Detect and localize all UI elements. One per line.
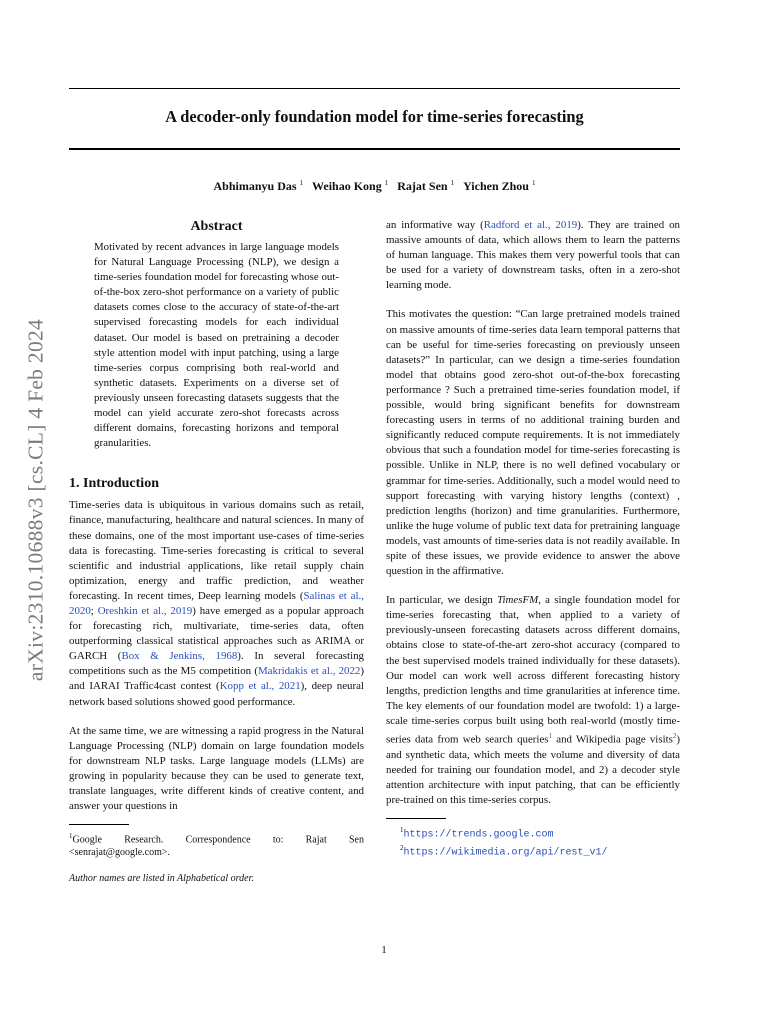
author-order-note: Author names are listed in Alphabetical order. (69, 873, 254, 885)
citation-link[interactable]: Salinas et al., 2020 (69, 589, 364, 617)
page-number: 1 (381, 944, 387, 956)
title-top-rule (69, 88, 680, 89)
paper-title: A decoder-only foundation model for time-series forecasting (165, 107, 584, 126)
footnote-url: $^2$https://wikimedia.org/api/rest_v1/ (400, 843, 608, 859)
intro-paragraph-3: an informative way (Radford et al., 2019). They are trained on massive amounts of data, which allows them to learn the patterns of human language. This makes them very powerful tools that can be used for a variety of downstream tasks, often in a zero-shot learning mode. (386, 219, 680, 292)
title-bottom-rule (69, 148, 680, 150)
arxiv-stamp: arXiv:2310.10688v3 [cs.CL] 4 Feb 2024 (23, 318, 48, 682)
left-column (69, 215, 364, 885)
author: Abhimanyu Das $^1$ (213, 179, 304, 193)
intro-paragraph-5: In particular, we design TimesFM, a single foundation model for time-series forecasting that, when applied to a variety of previously-unseen forecasting datasets across different domains, obtains close to state-of-the-art zero-shot accuracy (compared to the best supervised models trained individually for these datasets). Our model can work well across different forecasting history lengths, prediction lengths and time granularities at inference time. The key elements of our foundation model are twofold: 1) a large-scale time-series corpus built using both real-world (mostly time-series data from web search queries$^1$ and Wikipedia page visits$^2$) and synthetic data, which meets the volume and diversity of data needed for training our foundation model, and 2) a decoder style attention architecture with input patching, that can be efficiently pre-trained on this time-series corpus. (386, 594, 680, 806)
author: Yichen Zhou $^1$ (463, 179, 536, 193)
author: Rajat Sen $^1$ (397, 179, 455, 193)
footnote-ref[interactable]: 1 (548, 732, 553, 740)
author: Weihao Kong $^1$ (312, 179, 389, 193)
wikimedia-link[interactable]: https://wikimedia.org/api/rest_v1/ (403, 847, 608, 859)
citation-link[interactable]: Kopp et al., 2021 (219, 680, 301, 693)
footnote-url: $^1$https://trends.google.com (400, 825, 554, 841)
footnote-rule (69, 824, 129, 825)
citation-link[interactable]: Makridakis et al., 2022 (258, 665, 361, 678)
abstract-text: Motivated by recent advances in large language models for Natural Language Processing (NLP), we design a time-series foundation model for forecasting whose out-of-the-box zero-shot performance on a variety of public datasets comes close to the accuracy of state-of-the-art supervised forecasting models for each individual dataset. Our model is based on pretraining a decoder style attention model with input patching, using a large time-series corpus comprising both real-world and synthetic datasets. Experiments on a diverse set of previously unseen forecasting datasets suggests that the model can yield accurate zero-shot forecasts across different domains, forecasting horizons and temporal granularities. (94, 241, 339, 450)
intro-paragraph-4: This motivates the question: “Can large pretrained models trained on massive amounts of time-series data learn temporal patterns that can be useful for time-series forecasting on previously unseen datasets?” In particular, can we design a time-series foundation model that obtains good zero-shot out-of-the-box forecasting performance ? Such a pretrained time-series foundation model, if possible, would bring significant benefits for downstream forecasting users in terms of no additional training burden and significantly reduced compute requirements. It is not immediately obvious that such a foundation model for time-series forecasting is possible. Unlike in NLP, there is no well defined vocabulary or grammar for time-series. Additionally, such a model would need to support forecasting with varying history lengths (context) , prediction lengths (horizon) and time granularities. Furthermore, unlike the huge volume of public text data for pretraining language models, vast amounts of time-series data is not readily available. In spite of these issues, we provide evidence to answer the above question in the affirmative. (386, 308, 680, 578)
footnote-ref[interactable]: 2 (672, 732, 677, 740)
trends-link[interactable]: https://trends.google.com (403, 829, 554, 841)
footnote-rule (386, 818, 446, 819)
intro-paragraph-1: Time-series data is ubiquitous in various domains such as retail, finance, manufacturing, healthcare and natural sciences. In many of these domains, one of the most important use-cases of time-series data is forecasting. Time-series forecasting is critical to several scientific and industrial applications, like retail supply chain optimization, energy and traffic prediction, and weather forecasting. In recent times, Deep learning models (Salinas et al., 2020; Oreshkin et al., 2019) have emerged as a popular approach for forecasting rich, multivariate, time-series data, often outperforming classical statistical approaches such as ARIMA or GARCH (Box & Jenkins, 1968). In several forecasting competitions such as the M5 competition (Makridakis et al., 2022) and IARAI Traffic4cast contest (Kopp et al., 2021), deep neural network based solutions showed good performance. (69, 499, 364, 708)
citation-link[interactable]: Oreshkin et al., 2019 (97, 604, 193, 617)
affiliation-footnote: $^1$Google Research. Correspondence to: Rajat Sen <senrajat@google.com>. (69, 831, 364, 859)
section-heading-introduction: 1. Introduction (69, 476, 159, 492)
author-list (69, 175, 680, 194)
right-column (386, 218, 680, 860)
abstract-heading: Abstract (190, 219, 243, 234)
intro-paragraph-2: At the same time, we are witnessing a rapid progress in the Natural Language Processing (NLP) domain on large foundation models for downstream NLP tasks. Large language models (LLMs) are growing in popularity because they can be used to generate text, translate languages, write different kinds of creative content, and answer your questions in (69, 724, 364, 813)
citation-link[interactable]: Box & Jenkins, 1968 (121, 650, 238, 663)
citation-link[interactable]: Radford et al., 2019 (483, 219, 578, 231)
